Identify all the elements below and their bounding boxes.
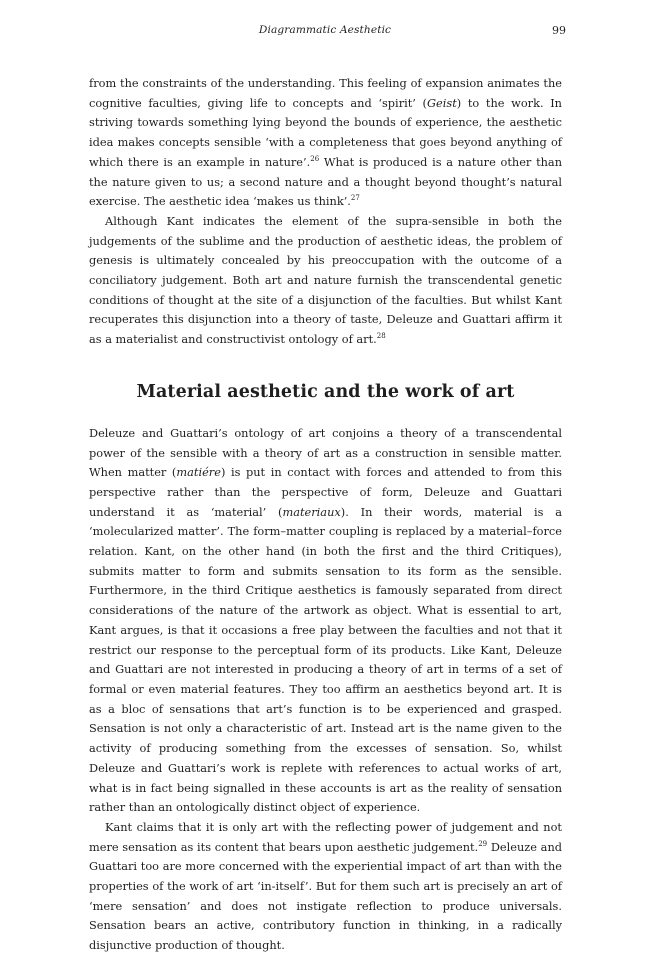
paragraph-text: Although Kant indicates the element of the supra-sensible in both the judgements of the sublime and the production of aesthetic ideas, the problem of genesis is ultimately concealed by his preoccupation with the outcome of a conciliatory judgement. Both art and nature furnish the transcendental genetic conditions of thought at the site of a disjunction of the faculties. But whilst Kant recuperates this disjunction into a theory of taste, Deleuze and Guattari affirm it as a materialist and constructivist ontology of art. (89, 213, 562, 347)
paragraph-text: ) to the work. In striving towards something lying beyond the bounds of experience, the aesthetic idea makes concepts sensible ‘with a completeness that goes beyond anything of which there is an example in nature’. (89, 95, 562, 169)
paragraph-1 (89, 74, 562, 212)
paragraph-text: ). In their words, material is a ‘molecularized matter’. The form–matter coupling is replaced by a material–force relation. Kant, on the other hand (in both the first and the third Critiques), submits matter to form and submits sensation to its form as the sensible. Furthermore, in the third Critique aesthetics is famously separated from direct considerations of the nature of the artwork as object. What is essential to art, Kant argues, is that it occasions a free play between the faculties and not that it restrict our response to the perceptual form of its products. Like Kant, Deleuze and Guattari are not interested in producing a theory of art in terms of a set of formal or even material features. They too affirm an aesthetics beyond art. It is as a bloc of sensations that art’s function is to be experienced and grasped. Sensation is not only a characteristic of art. Instead art is the name given to the activity of producing something from the excesses of sensation. So, whilst Deleuze and Guattari’s work is replete with references to actual works of art, what is in fact being signalled in these accounts is art as the reality of sensation rather than an ontologically distinct object of experience. (89, 504, 562, 815)
italic-term: materiaux (282, 504, 341, 519)
paragraph-text: Deleuze and Guattari too are more concerned with the experiential impact of art than with the properties of the work of art ‘in-itself’. But for them such art is precisely an art of ‘mere sensation’ and does not instigate reflection to produce universals. Sensation bears an active, contributory function in thinking, in a radically disjunctive production of thought. (89, 839, 563, 953)
paragraph-text: What is produced is a nature other than the nature given to us; a second nature and a thought beyond thought’s natural exercise. The aesthetic idea ‘makes us think’. (89, 154, 562, 209)
paragraph-text: Deleuze and Guattari’s ontology of art conjoins a theory of a transcendental power of the sensible with a theory of art as a construction in sensible matter. When matter ( (89, 425, 562, 480)
footnote-ref-28[interactable]: 28 (376, 332, 386, 341)
section-heading: Material aesthetic and the work of art (136, 381, 515, 402)
body-text (89, 74, 562, 956)
italic-term: matiére (176, 465, 221, 480)
paragraph-text: Kant claims that it is only art with the reflecting power of judgement and not mere sensation as its content that bears upon aesthetic judgement. (89, 819, 562, 854)
italic-term: Geist (426, 95, 457, 110)
footnote-ref-26[interactable]: 26 (310, 155, 320, 164)
paragraph-2 (89, 212, 562, 350)
footnote-ref-27[interactable]: 27 (350, 194, 360, 203)
paragraph-4 (89, 818, 562, 956)
page-number: 99 (552, 24, 566, 37)
running-title: Diagrammatic Aesthetic (258, 24, 392, 36)
paragraph-text: from the constraints of the understanding. This feeling of expansion animates the cognitive faculties, giving life to concepts and ‘spirit’ ( (89, 76, 562, 110)
paragraph-3 (89, 424, 562, 818)
footnote-ref-29[interactable]: 29 (478, 839, 488, 848)
page-header (0, 24, 650, 44)
paragraph-text: ) is put in contact with forces and attended to from this perspective rather than the perspective of form, Deleuze and Guattari understand it as ‘material’ ( (89, 465, 562, 519)
